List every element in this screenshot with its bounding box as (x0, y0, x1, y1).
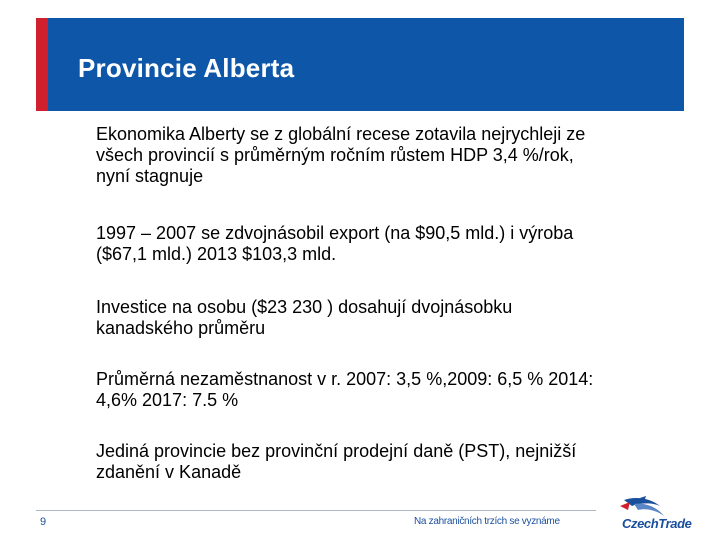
bullet-paragraph: Ekonomika Alberty se z globální recese zotavila nejrychleji ze všech provincií s průměrným ročním růstem HDP 3,4 %/rok, nyní stagnuje (96, 124, 586, 186)
bullet-paragraph: Jediná provincie bez provinční prodejní daně (PST), nejnižší zdanění v Kanadě (96, 441, 577, 482)
bullet-paragraph: Průměrná nezaměstnanost v r. 2007: 3,5 %,2009: 6,5 % 2014: 4,6% 2017: 7.5 % (96, 369, 594, 410)
bullet-paragraph: 1997 – 2007 se zdvojnásobil export (na $90,5 mld.) i výroba ($67,1 mld.) 2013 $103,3 mld. (96, 223, 574, 264)
footer-divider (36, 510, 596, 511)
bullet-paragraph: Investice na osobu ($23 230 ) dosahují dvojnásobku kanadského průměru (96, 297, 513, 338)
czechtrade-logo-text: CzechTrade (622, 516, 692, 531)
header-accent-stripe (36, 18, 48, 111)
page-number: 9 (40, 516, 47, 528)
footer-tagline: Na zahraničních trzích se vyznáme (414, 516, 560, 527)
slide-title: Provincie Alberta (78, 53, 295, 83)
